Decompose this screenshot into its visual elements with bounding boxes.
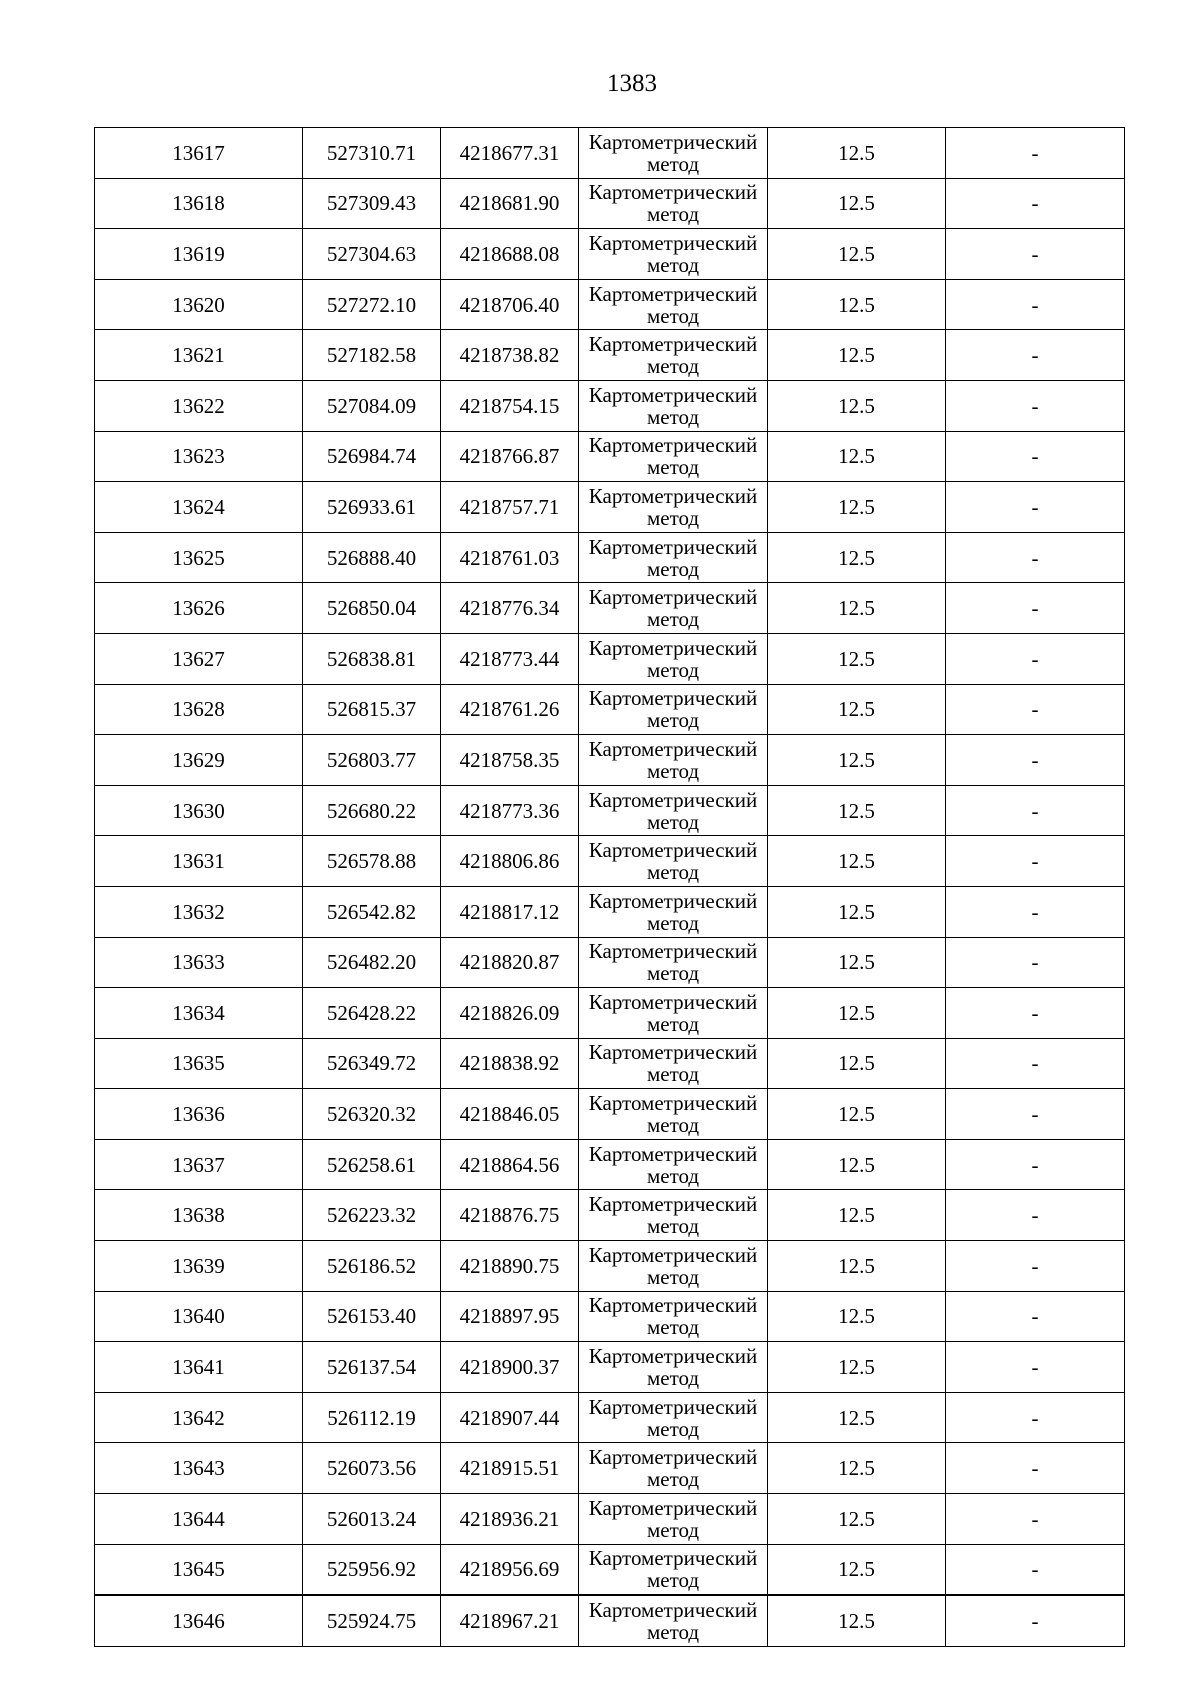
point-number-cell: 13618 — [95, 178, 303, 229]
y-coordinate-cell: 4218706.40 — [441, 279, 579, 330]
x-coordinate-cell: 526073.56 — [303, 1443, 441, 1494]
method-cell — [579, 684, 768, 735]
point-number-cell: 13626 — [95, 583, 303, 634]
x-coordinate-cell: 526888.40 — [303, 532, 441, 583]
y-coordinate-cell: 4218936.21 — [441, 1494, 579, 1545]
method-cell — [579, 1342, 768, 1393]
method-cell — [579, 836, 768, 887]
y-coordinate-cell: 4218897.95 — [441, 1291, 579, 1342]
method-cell — [579, 1038, 768, 1089]
point-number-cell: 13619 — [95, 229, 303, 280]
method-label-line1: Картометрический — [588, 281, 758, 306]
method-cell — [579, 937, 768, 988]
point-number-cell: 13627 — [95, 633, 303, 684]
accuracy-cell: 12.5 — [768, 1443, 946, 1494]
accuracy-cell: 12.5 — [768, 1595, 946, 1646]
point-number-cell: 13634 — [95, 988, 303, 1039]
point-number-cell: 13646 — [95, 1595, 303, 1646]
y-coordinate-cell: 4218817.12 — [441, 886, 579, 937]
accuracy-cell: 12.5 — [768, 1190, 946, 1241]
point-number-cell: 13635 — [95, 1038, 303, 1089]
method-label-line1: Картометрический — [588, 382, 758, 407]
method-label-line2: метод — [646, 961, 700, 986]
y-coordinate-cell: 4218773.44 — [441, 633, 579, 684]
x-coordinate-cell: 526186.52 — [303, 1241, 441, 1292]
method-label-line2: метод — [646, 1011, 700, 1036]
method-label-line2: метод — [646, 505, 700, 530]
method-label-line1: Картометрический — [588, 1546, 758, 1571]
y-coordinate-cell: 4218681.90 — [441, 178, 579, 229]
method-cell — [579, 1241, 768, 1292]
method-label-line2: метод — [646, 404, 700, 429]
method-label-line1: Картометрический — [588, 433, 758, 458]
method-cell — [579, 178, 768, 229]
y-coordinate-cell: 4218776.34 — [441, 583, 579, 634]
method-cell — [579, 1443, 768, 1494]
method-label-line1: Картометрический — [588, 1495, 758, 1520]
x-coordinate-cell: 527304.63 — [303, 229, 441, 280]
table-row — [95, 532, 1125, 583]
method-label-line2: метод — [646, 607, 700, 632]
x-coordinate-cell: 527309.43 — [303, 178, 441, 229]
method-label-line2: метод — [646, 1568, 700, 1593]
note-cell: - — [946, 380, 1125, 431]
x-coordinate-cell: 526013.24 — [303, 1494, 441, 1545]
y-coordinate-cell: 4218864.56 — [441, 1139, 579, 1190]
method-label-line2: метод — [646, 910, 700, 935]
accuracy-cell: 12.5 — [768, 1544, 946, 1595]
method-label-line1: Картометрический — [588, 1040, 758, 1065]
method-label-line2: метод — [646, 1214, 700, 1239]
method-label-line1: Картометрический — [588, 888, 758, 913]
y-coordinate-cell: 4218846.05 — [441, 1089, 579, 1140]
method-label-line2: метод — [646, 1113, 700, 1138]
accuracy-cell: 12.5 — [768, 988, 946, 1039]
accuracy-cell: 12.5 — [768, 785, 946, 836]
method-cell — [579, 279, 768, 330]
method-label-line2: метод — [646, 860, 700, 885]
point-number-cell: 13633 — [95, 937, 303, 988]
method-label-line2: метод — [646, 1416, 700, 1441]
point-number-cell: 13630 — [95, 785, 303, 836]
note-cell: - — [946, 1190, 1125, 1241]
table-row — [95, 279, 1125, 330]
method-label-line1: Картометрический — [588, 787, 758, 812]
accuracy-cell: 12.5 — [768, 1342, 946, 1393]
method-label-line2: метод — [646, 708, 700, 733]
accuracy-cell: 12.5 — [768, 330, 946, 381]
method-cell — [579, 1291, 768, 1342]
x-coordinate-cell: 526815.37 — [303, 684, 441, 735]
method-cell — [579, 1089, 768, 1140]
method-label-line1: Картометрический — [588, 1344, 758, 1369]
note-cell: - — [946, 1494, 1125, 1545]
method-label-line1: Картометрический — [588, 230, 758, 255]
y-coordinate-cell: 4218757.71 — [441, 482, 579, 533]
method-label-line1: Картометрический — [588, 1394, 758, 1419]
note-cell: - — [946, 937, 1125, 988]
method-label-line1: Картометрический — [588, 635, 758, 660]
method-label-line2: метод — [646, 556, 700, 581]
y-coordinate-cell: 4218761.03 — [441, 532, 579, 583]
x-coordinate-cell: 526578.88 — [303, 836, 441, 887]
page-number: 1383 — [607, 70, 657, 97]
accuracy-cell: 12.5 — [768, 431, 946, 482]
y-coordinate-cell: 4218826.09 — [441, 988, 579, 1039]
point-number-cell: 13620 — [95, 279, 303, 330]
accuracy-cell: 12.5 — [768, 836, 946, 887]
x-coordinate-cell: 525924.75 — [303, 1595, 441, 1646]
table-body — [95, 128, 1125, 1647]
accuracy-cell: 12.5 — [768, 735, 946, 786]
note-cell: - — [946, 633, 1125, 684]
y-coordinate-cell: 4218688.08 — [441, 229, 579, 280]
method-cell — [579, 583, 768, 634]
x-coordinate-cell: 526838.81 — [303, 633, 441, 684]
accuracy-cell: 12.5 — [768, 1392, 946, 1443]
x-coordinate-cell: 526349.72 — [303, 1038, 441, 1089]
y-coordinate-cell: 4218677.31 — [441, 128, 579, 179]
x-coordinate-cell: 526803.77 — [303, 735, 441, 786]
note-cell: - — [946, 1089, 1125, 1140]
point-number-cell: 13623 — [95, 431, 303, 482]
x-coordinate-cell: 526258.61 — [303, 1139, 441, 1190]
method-label-line1: Картометрический — [588, 838, 758, 863]
note-cell: - — [946, 178, 1125, 229]
method-label-line2: метод — [646, 1264, 700, 1289]
table-row — [95, 735, 1125, 786]
y-coordinate-cell: 4218890.75 — [441, 1241, 579, 1292]
accuracy-cell: 12.5 — [768, 380, 946, 431]
y-coordinate-cell: 4218761.26 — [441, 684, 579, 735]
table-row — [95, 330, 1125, 381]
point-number-cell: 13632 — [95, 886, 303, 937]
table-row — [95, 1392, 1125, 1443]
note-cell: - — [946, 1544, 1125, 1595]
method-label-line1: Картометрический — [588, 1091, 758, 1116]
y-coordinate-cell: 4218754.15 — [441, 380, 579, 431]
y-coordinate-cell: 4218838.92 — [441, 1038, 579, 1089]
x-coordinate-cell: 527272.10 — [303, 279, 441, 330]
method-cell — [579, 1139, 768, 1190]
y-coordinate-cell: 4218900.37 — [441, 1342, 579, 1393]
note-cell: - — [946, 988, 1125, 1039]
table-row — [95, 1089, 1125, 1140]
y-coordinate-cell: 4218907.44 — [441, 1392, 579, 1443]
method-cell — [579, 330, 768, 381]
table-row — [95, 178, 1125, 229]
table-row — [95, 583, 1125, 634]
table-row — [95, 1139, 1125, 1190]
point-number-cell: 13622 — [95, 380, 303, 431]
method-cell — [579, 886, 768, 937]
method-label-line1: Картометрический — [588, 534, 758, 559]
point-number-cell: 13624 — [95, 482, 303, 533]
point-number-cell: 13617 — [95, 128, 303, 179]
method-label-line2: метод — [646, 809, 700, 834]
accuracy-cell: 12.5 — [768, 1038, 946, 1089]
accuracy-cell: 12.5 — [768, 886, 946, 937]
method-label-line1: Картометрический — [588, 1445, 758, 1470]
method-cell — [579, 1595, 768, 1646]
method-label-line2: метод — [646, 1062, 700, 1087]
y-coordinate-cell: 4218806.86 — [441, 836, 579, 887]
table-row — [95, 785, 1125, 836]
x-coordinate-cell: 526137.54 — [303, 1342, 441, 1393]
method-cell — [579, 380, 768, 431]
note-cell: - — [946, 1595, 1125, 1646]
accuracy-cell: 12.5 — [768, 1291, 946, 1342]
x-coordinate-cell: 526984.74 — [303, 431, 441, 482]
point-number-cell: 13625 — [95, 532, 303, 583]
note-cell: - — [946, 1139, 1125, 1190]
point-number-cell: 13643 — [95, 1443, 303, 1494]
x-coordinate-cell: 526112.19 — [303, 1392, 441, 1443]
y-coordinate-cell: 4218738.82 — [441, 330, 579, 381]
point-number-cell: 13644 — [95, 1494, 303, 1545]
table-row — [95, 988, 1125, 1039]
method-cell — [579, 1190, 768, 1241]
method-cell — [579, 785, 768, 836]
accuracy-cell: 12.5 — [768, 178, 946, 229]
table-row — [95, 431, 1125, 482]
method-cell — [579, 1392, 768, 1443]
x-coordinate-cell: 526482.20 — [303, 937, 441, 988]
table-row — [95, 937, 1125, 988]
table-row — [95, 1342, 1125, 1393]
x-coordinate-cell: 526542.82 — [303, 886, 441, 937]
table-row — [95, 684, 1125, 735]
table-row — [95, 1291, 1125, 1342]
point-number-cell: 13642 — [95, 1392, 303, 1443]
note-cell: - — [946, 1392, 1125, 1443]
accuracy-cell: 12.5 — [768, 1139, 946, 1190]
method-label-line2: метод — [646, 202, 700, 227]
table-row — [95, 633, 1125, 684]
y-coordinate-cell: 4218773.36 — [441, 785, 579, 836]
x-coordinate-cell: 525956.92 — [303, 1544, 441, 1595]
point-number-cell: 13636 — [95, 1089, 303, 1140]
y-coordinate-cell: 4218876.75 — [441, 1190, 579, 1241]
method-label-line1: Картометрический — [588, 989, 758, 1014]
note-cell: - — [946, 532, 1125, 583]
accuracy-cell: 12.5 — [768, 279, 946, 330]
method-label-line2: метод — [646, 1315, 700, 1340]
method-cell — [579, 532, 768, 583]
x-coordinate-cell: 526428.22 — [303, 988, 441, 1039]
note-cell: - — [946, 128, 1125, 179]
note-cell: - — [946, 431, 1125, 482]
note-cell: - — [946, 482, 1125, 533]
x-coordinate-cell: 526680.22 — [303, 785, 441, 836]
method-label-line2: метод — [646, 1467, 700, 1492]
method-label-line1: Картометрический — [588, 332, 758, 357]
point-number-cell: 13629 — [95, 735, 303, 786]
method-label-line2: метод — [646, 1517, 700, 1542]
method-label-line1: Картометрический — [588, 1192, 758, 1217]
method-cell — [579, 1544, 768, 1595]
method-label-line1: Картометрический — [588, 736, 758, 761]
method-label-line1: Картометрический — [588, 180, 758, 205]
table-row — [95, 1595, 1125, 1646]
note-cell: - — [946, 785, 1125, 836]
note-cell: - — [946, 1038, 1125, 1089]
x-coordinate-cell: 526850.04 — [303, 583, 441, 634]
x-coordinate-cell: 526153.40 — [303, 1291, 441, 1342]
coordinates-table — [94, 127, 1125, 1647]
x-coordinate-cell: 526320.32 — [303, 1089, 441, 1140]
accuracy-cell: 12.5 — [768, 937, 946, 988]
table-row — [95, 380, 1125, 431]
note-cell: - — [946, 583, 1125, 634]
accuracy-cell: 12.5 — [768, 1089, 946, 1140]
note-cell: - — [946, 735, 1125, 786]
note-cell: - — [946, 1241, 1125, 1292]
y-coordinate-cell: 4218967.21 — [441, 1595, 579, 1646]
note-cell: - — [946, 1443, 1125, 1494]
method-label-line1: Картометрический — [588, 1293, 758, 1318]
method-label-line2: метод — [646, 455, 700, 480]
point-number-cell: 13639 — [95, 1241, 303, 1292]
note-cell: - — [946, 836, 1125, 887]
accuracy-cell: 12.5 — [768, 128, 946, 179]
table-row — [95, 1241, 1125, 1292]
point-number-cell: 13641 — [95, 1342, 303, 1393]
method-cell — [579, 633, 768, 684]
table-row — [95, 1544, 1125, 1595]
accuracy-cell: 12.5 — [768, 1494, 946, 1545]
note-cell: - — [946, 1342, 1125, 1393]
method-label-line2: метод — [646, 151, 700, 176]
note-cell: - — [946, 1291, 1125, 1342]
y-coordinate-cell: 4218766.87 — [441, 431, 579, 482]
method-label-line2: метод — [646, 303, 700, 328]
y-coordinate-cell: 4218956.69 — [441, 1544, 579, 1595]
y-coordinate-cell: 4218820.87 — [441, 937, 579, 988]
x-coordinate-cell: 527084.09 — [303, 380, 441, 431]
table-row — [95, 886, 1125, 937]
point-number-cell: 13645 — [95, 1544, 303, 1595]
table-row — [95, 1494, 1125, 1545]
method-label-line1: Картометрический — [588, 129, 758, 154]
method-label-line1: Картометрический — [588, 1598, 758, 1623]
note-cell: - — [946, 684, 1125, 735]
method-label-line2: метод — [646, 1366, 700, 1391]
method-label-line1: Картометрический — [588, 939, 758, 964]
point-number-cell: 13637 — [95, 1139, 303, 1190]
point-number-cell: 13638 — [95, 1190, 303, 1241]
point-number-cell: 13628 — [95, 684, 303, 735]
note-cell: - — [946, 229, 1125, 280]
x-coordinate-cell: 526933.61 — [303, 482, 441, 533]
method-label-line2: метод — [646, 1163, 700, 1188]
method-label-line2: метод — [646, 657, 700, 682]
note-cell: - — [946, 279, 1125, 330]
table-row — [95, 836, 1125, 887]
method-cell — [579, 735, 768, 786]
x-coordinate-cell: 526223.32 — [303, 1190, 441, 1241]
table-row — [95, 1443, 1125, 1494]
method-cell — [579, 482, 768, 533]
x-coordinate-cell: 527182.58 — [303, 330, 441, 381]
method-label-line1: Картометрический — [588, 1141, 758, 1166]
accuracy-cell: 12.5 — [768, 583, 946, 634]
table-row — [95, 128, 1125, 179]
method-label-line2: метод — [646, 354, 700, 379]
y-coordinate-cell: 4218758.35 — [441, 735, 579, 786]
accuracy-cell: 12.5 — [768, 684, 946, 735]
note-cell: - — [946, 330, 1125, 381]
x-coordinate-cell: 527310.71 — [303, 128, 441, 179]
accuracy-cell: 12.5 — [768, 482, 946, 533]
accuracy-cell: 12.5 — [768, 229, 946, 280]
method-label-line2: метод — [646, 758, 700, 783]
method-label-line1: Картометрический — [588, 1242, 758, 1267]
accuracy-cell: 12.5 — [768, 1241, 946, 1292]
method-cell — [579, 1494, 768, 1545]
method-cell — [579, 988, 768, 1039]
accuracy-cell: 12.5 — [768, 532, 946, 583]
method-cell — [579, 431, 768, 482]
method-label-line1: Картометрический — [588, 686, 758, 711]
method-label-line2: метод — [646, 252, 700, 277]
table-row — [95, 229, 1125, 280]
point-number-cell: 13631 — [95, 836, 303, 887]
table-row — [95, 1038, 1125, 1089]
method-label-line2: метод — [646, 1620, 700, 1645]
point-number-cell: 13621 — [95, 330, 303, 381]
point-number-cell: 13640 — [95, 1291, 303, 1342]
y-coordinate-cell: 4218915.51 — [441, 1443, 579, 1494]
table-row — [95, 482, 1125, 533]
accuracy-cell: 12.5 — [768, 633, 946, 684]
method-cell — [579, 229, 768, 280]
method-label-line1: Картометрический — [588, 483, 758, 508]
table-row — [95, 1190, 1125, 1241]
method-cell — [579, 128, 768, 179]
note-cell: - — [946, 886, 1125, 937]
method-label-line1: Картометрический — [588, 585, 758, 610]
